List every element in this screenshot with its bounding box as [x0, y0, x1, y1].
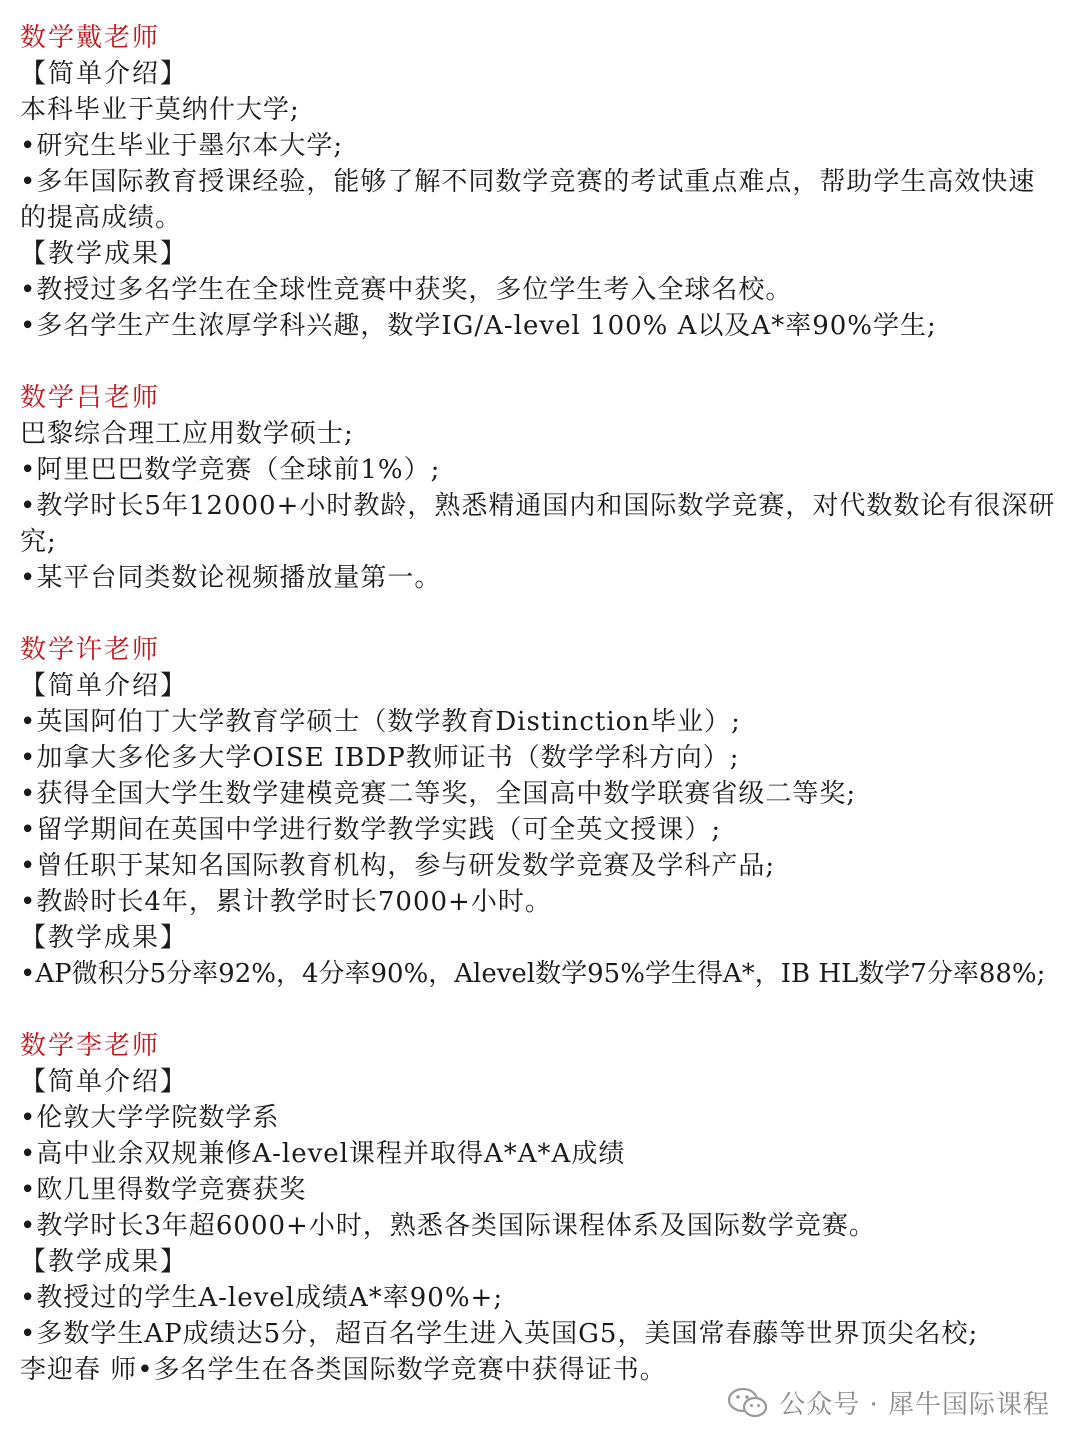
profile-line: •多名学生产生浓厚学科兴趣，数学IG/A-level 100% A以及A*率90%学生;	[20, 311, 937, 341]
teacher-section	[20, 632, 1060, 992]
teacher-section	[20, 1028, 1060, 1388]
profile-line: •AP微积分5分率92%，4分率90%，Alevel数学95%学生得A*，IB HL数学7分率88%;	[20, 959, 1046, 989]
profile-line: •教授过的学生A-level成绩A*率90%+;	[20, 1283, 504, 1313]
profile-line: •加拿大多伦多大学OISE IBDP教师证书（数学学科方向）;	[20, 743, 740, 773]
profile-line: •留学期间在英国中学进行数学教学实践（可全英文授课）;	[20, 815, 722, 845]
wechat-watermark	[727, 1384, 1050, 1421]
profile-line: 巴黎综合理工应用数学硕士;	[20, 419, 354, 449]
profile-line: •英国阿伯丁大学教育学硕士（数学教育Distinction毕业）;	[20, 707, 741, 737]
section-heading: 【教学成果】	[20, 923, 189, 953]
teacher-section	[20, 380, 1060, 596]
watermark-text: 公众号 · 犀牛国际课程	[779, 1390, 1050, 1420]
profile-line: •伦敦大学学院数学系	[20, 1103, 280, 1133]
teacher-name: 数学戴老师	[20, 23, 161, 53]
teacher-section	[20, 20, 1060, 344]
profile-line: •教龄时长4年，累计教学时长7000+小时。	[20, 887, 552, 917]
profile-line: •教学时长5年12000+小时教龄，熟悉精通国内和国际数学竞赛，对代数数论有很深研究;	[20, 491, 1056, 557]
section-heading: 【简单介绍】	[20, 1067, 189, 1097]
wechat-icon	[727, 1386, 769, 1420]
profile-line: •教学时长3年超6000+小时，熟悉各类国际课程体系及国际数学竞赛。	[20, 1211, 876, 1241]
teacher-profiles	[20, 20, 1060, 1388]
profile-line: •多数学生AP成绩达5分，超百名学生进入英国G5，美国常春藤等世界顶尖名校;	[20, 1319, 979, 1349]
section-heading: 【简单介绍】	[20, 59, 189, 89]
profile-line: •高中业余双规兼修A-level课程并取得A*A*A成绩	[20, 1139, 626, 1169]
profile-line: •欧几里得数学竞赛获奖	[20, 1175, 307, 1205]
profile-line: •教授过多名学生在全球性竞赛中获奖，多位学生考入全球名校。	[20, 275, 793, 305]
teacher-name: 数学许老师	[20, 635, 161, 665]
section-heading: 【简单介绍】	[20, 671, 189, 701]
profile-line: 本科毕业于莫纳什大学;	[20, 95, 300, 125]
profile-line: •阿里巴巴数学竞赛（全球前1%）;	[20, 455, 441, 485]
profile-line: 李迎春 师•多名学生在各类国际数学竞赛中获得证书。	[20, 1355, 667, 1385]
section-heading: 【教学成果】	[20, 239, 189, 269]
profile-line: •某平台同类数论视频播放量第一。	[20, 563, 442, 593]
teacher-name: 数学李老师	[20, 1031, 161, 1061]
profile-line: •研究生毕业于墨尔本大学;	[20, 131, 344, 161]
profile-line: •获得全国大学生数学建模竞赛二等奖，全国高中数学联赛省级二等奖;	[20, 779, 857, 809]
teacher-name: 数学吕老师	[20, 383, 161, 413]
profile-line: •多年国际教育授课经验，能够了解不同数学竞赛的考试重点难点，帮助学生高效快速的提高成绩。	[20, 167, 1036, 233]
profile-line: •曾任职于某知名国际教育机构，参与研发数学竞赛及学科产品;	[20, 851, 776, 881]
section-heading: 【教学成果】	[20, 1247, 189, 1277]
